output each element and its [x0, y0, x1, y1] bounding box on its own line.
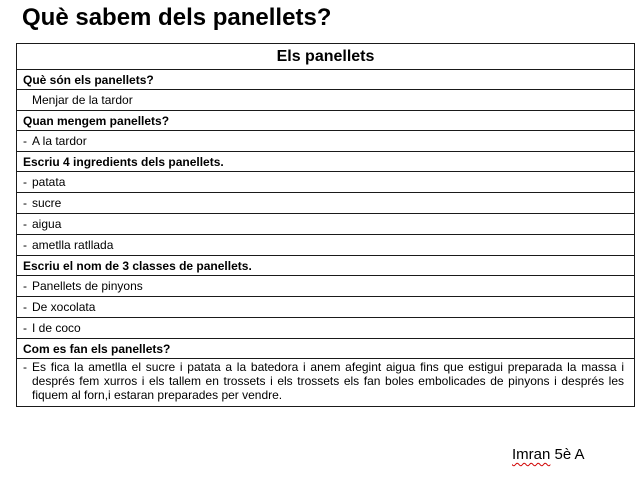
- answer-text: ametlla ratllada: [32, 238, 114, 252]
- page-title: Què sabem dels panellets?: [22, 4, 332, 31]
- question-cell: Quan mengem panellets?: [17, 111, 635, 131]
- answer-cell: [17, 172, 635, 193]
- answer-cell: [17, 131, 635, 152]
- answer-row: [17, 318, 635, 339]
- answer-cell: [17, 276, 635, 297]
- answer-row: [17, 276, 635, 297]
- answer-row: [17, 193, 635, 214]
- answer-cell: [17, 90, 635, 111]
- answer-row: [17, 90, 635, 111]
- answer-cell: [17, 318, 635, 339]
- answer-row: [17, 214, 635, 235]
- answer-text: Menjar de la tardor: [32, 93, 133, 107]
- answer-text: De xocolata: [32, 300, 96, 314]
- answer-text: I de coco: [32, 321, 81, 335]
- answer-dash: -: [23, 279, 27, 293]
- answer-dash: -: [23, 238, 27, 252]
- answer-dash: -: [23, 134, 27, 148]
- student-grade: 5è A: [554, 446, 585, 463]
- answer-cell: [17, 359, 635, 407]
- table-header: Els panellets: [17, 44, 635, 70]
- question-row: [17, 256, 635, 276]
- answer-text: A la tardor: [32, 134, 87, 148]
- answer-text: sucre: [32, 196, 62, 210]
- answer-row: [17, 297, 635, 318]
- answer-dash: -: [23, 175, 27, 189]
- table-header-row: [17, 44, 635, 70]
- question-row: [17, 111, 635, 131]
- answer-cell: [17, 297, 635, 318]
- answer-row: [17, 172, 635, 193]
- question-row: [17, 70, 635, 90]
- answer-cell: [17, 235, 635, 256]
- answer-dash: -: [23, 300, 27, 314]
- answer-dash: -: [23, 321, 27, 335]
- answer-text: patata: [32, 175, 66, 189]
- answer-cell: [17, 193, 635, 214]
- answer-dash: -: [23, 196, 27, 210]
- question-row: [17, 339, 635, 359]
- question-row: [17, 152, 635, 172]
- answer-row: [17, 235, 635, 256]
- answer-row: [17, 131, 635, 152]
- answer-text: Panellets de pinyons: [32, 279, 143, 293]
- answer-cell: [17, 214, 635, 235]
- question-cell: Què són els panellets?: [17, 70, 635, 90]
- question-cell: Com es fan els panellets?: [17, 339, 635, 359]
- question-cell: Escriu el nom de 3 classes de panellets.: [17, 256, 635, 276]
- student-signature: [512, 446, 585, 463]
- answer-text: aigua: [32, 217, 62, 231]
- answer-row: [17, 359, 635, 407]
- question-cell: Escriu 4 ingredients dels panellets.: [17, 152, 635, 172]
- panellets-table: [16, 43, 635, 407]
- answer-text: Es fica la ametlla el sucre i patata a la batedora i anem afegint aigua fins que estigui preparada la massa i després fem xurros i els tallem en trossets i els trossets els fan boles embolicades de pinyons i després les fiquem al forn,i estaran preparades per vendre.: [32, 360, 624, 402]
- student-name: Imran: [512, 446, 551, 463]
- answer-dash: -: [23, 360, 27, 374]
- answer-dash: -: [23, 217, 27, 231]
